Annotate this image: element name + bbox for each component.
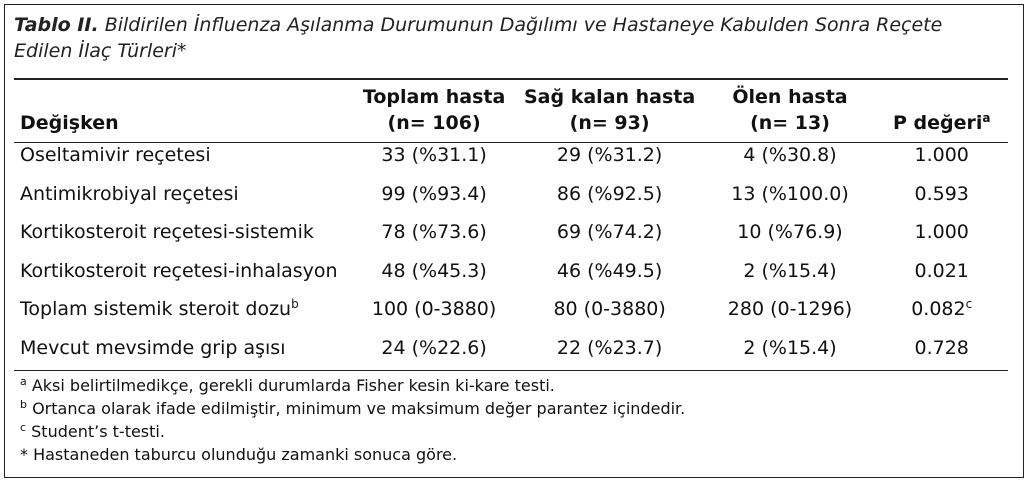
cell-p-value: 0.728 <box>914 336 969 359</box>
header-died: Ölen hasta (n= 13) <box>732 86 848 134</box>
table-row <box>14 175 1008 214</box>
table-row <box>14 252 1008 291</box>
cell-total: 78 (%73.6) <box>381 221 487 244</box>
cell-died: 13 (%100.0) <box>731 182 849 205</box>
cell-died: 4 (%30.8) <box>743 144 837 167</box>
cell-survived: 80 (0-3880) <box>553 298 666 321</box>
caption-label: Tablo II. <box>14 14 99 36</box>
cell-variable: Mevcut mevsimde grip aşısı <box>20 336 286 359</box>
header-row <box>14 82 1008 136</box>
cell-died: 10 (%76.9) <box>737 221 843 244</box>
cell-survived: 29 (%31.2) <box>556 144 663 167</box>
caption-text: Bildirilen İnfluenza Aşılanma Durumunun Dağılımı ve Hastaneye Kabulden Sonra Reçete Edilen İlaç Türleri* <box>14 14 943 62</box>
table-footnotes <box>20 374 1000 466</box>
header-variable: Değişken <box>20 112 119 134</box>
table-row <box>14 213 1008 252</box>
cell-survived: 46 (%49.5) <box>556 259 663 282</box>
table-row <box>14 329 1008 368</box>
table-row <box>14 290 1008 329</box>
cell-total: 33 (%31.1) <box>381 144 487 167</box>
cell-survived: 22 (%23.7) <box>556 336 663 359</box>
cell-survived: 86 (%92.5) <box>556 182 663 205</box>
footnote: $^b$ Ortanca olarak ifade edilmiştir, minimum ve maksimum değer parantez içindedir. <box>20 398 686 418</box>
cell-p-value: 1.000 <box>914 144 969 167</box>
cell-p-value: 0.021 <box>914 259 969 282</box>
data-table <box>14 82 1008 367</box>
cell-total: 100 (0-3880) <box>371 298 497 321</box>
cell-total: 48 (%45.3) <box>381 259 487 282</box>
cell-variable: Kortikosteroit reçetesi-sistemik <box>20 221 314 244</box>
cell-total: 24 (%22.6) <box>381 336 487 359</box>
cell-p-value: 0.082$^c$ <box>911 297 973 321</box>
cell-variable: Kortikosteroit reçetesi-inhalasyon <box>20 259 338 282</box>
cell-variable: Antimikrobiyal reçetesi <box>20 182 239 205</box>
table-caption <box>14 12 1004 64</box>
cell-total: 99 (%93.4) <box>381 182 487 205</box>
footnote: * Hastaneden taburcu olunduğu zamanki sonuca göre. <box>20 445 458 464</box>
footnote: $^c$ Student’s t-testi. <box>20 421 165 441</box>
cell-died: 280 (0-1296) <box>727 298 853 321</box>
cell-p-value: 1.000 <box>914 221 969 244</box>
cell-variable: Toplam sistemik steroit dozu$^b$ <box>20 297 299 321</box>
header-p-value: P değeri$^a$ <box>892 111 991 134</box>
header-total: Toplam hasta (n= 106) <box>362 86 506 134</box>
header-rule <box>14 142 1008 143</box>
cell-died: 2 (%15.4) <box>743 259 837 282</box>
cell-variable: Oseltamivir reçetesi <box>20 144 211 167</box>
top-rule <box>14 78 1008 80</box>
footnote: $^a$ Aksi belirtilmedikçe, gerekli durumlarda Fisher kesin ki-kare testi. <box>20 375 555 395</box>
body-rule <box>14 370 1008 371</box>
cell-survived: 69 (%74.2) <box>556 221 663 244</box>
header-survived: Sağ kalan hasta (n= 93) <box>524 86 696 134</box>
cell-died: 2 (%15.4) <box>743 336 837 359</box>
cell-p-value: 0.593 <box>914 182 969 205</box>
